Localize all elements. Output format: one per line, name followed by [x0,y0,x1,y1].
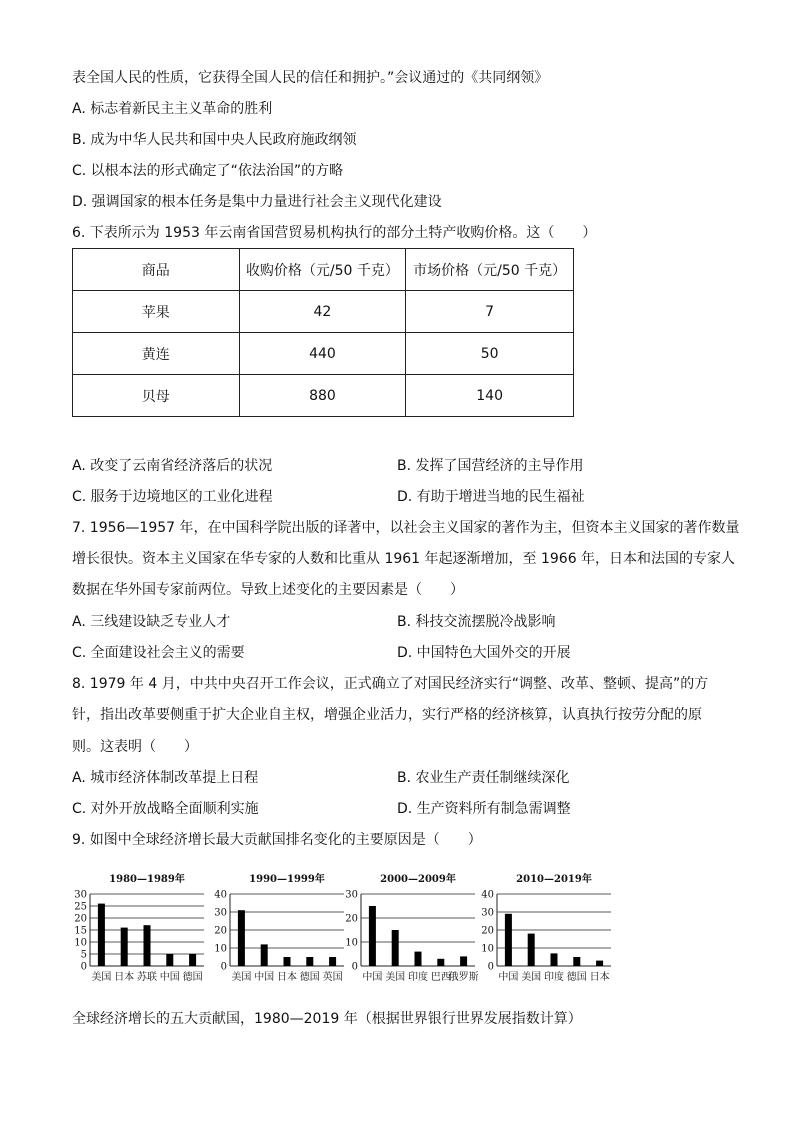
table-header-cell: 市场价格（元/50 千克） [406,249,574,291]
q9-stem: 9. 如图中全球经济增长最大贡献国排名变化的主要原因是（ ） [72,832,482,848]
bar [189,954,196,966]
q6-option-c: C. 服务于边境地区的工业化进程 [72,489,273,505]
table-header-cell: 商品 [73,249,240,291]
table-row [73,375,574,417]
x-tick-label: 印度 [544,972,564,983]
x-tick-label: 日本 [277,972,297,983]
y-tick-label: 30 [481,907,494,919]
y-tick-label: 20 [345,913,358,925]
table-cell: 42 [239,291,406,333]
q6-option-b: B. 发挥了国营经济的主导作用 [397,458,584,474]
bar-chart-svg [212,870,352,990]
y-tick-label: 30 [74,889,87,901]
y-tick-label: 30 [345,889,358,901]
x-tick-label: 苏联 [137,972,157,983]
x-tick-label: 中国 [159,972,180,983]
bar [596,961,603,966]
q7-option-b: B. 科技交流摆脱冷战影响 [397,614,556,630]
bar-chart [72,870,212,994]
x-tick-label: 中国 [254,972,275,983]
bar-chart-svg [479,870,619,990]
y-tick-label: 25 [74,901,87,913]
q5-option-a: A. 标志着新民主主义革命的胜利 [72,101,273,117]
x-tick-label: 德国 [182,972,203,983]
table-cell: 140 [406,375,574,417]
chart-title: 1990—1999年 [249,874,325,885]
x-tick-label: 美国 [91,972,112,983]
table-header-row [73,249,574,291]
bar [528,934,535,966]
bar [98,904,105,966]
y-tick-label: 15 [74,925,87,937]
q5-option-d: D. 强调国家的根本任务是集中力量进行社会主义现代化建设 [72,194,442,210]
bar [392,930,399,966]
bar-chart-svg [343,870,483,990]
bar [415,952,422,966]
chart-title: 2000—2009年 [380,874,456,885]
y-tick-label: 40 [481,889,494,901]
x-tick-label: 中国 [362,972,383,983]
bar [369,906,376,966]
q7-stem-line-1: 7. 1956—1957 年，在中国科学院出版的译著中，以社会主义国家的著作为主，但资本主义国家的著作数量 [72,520,740,536]
bar [121,928,128,966]
x-tick-label: 中国 [498,972,519,983]
y-tick-label: 20 [214,925,227,937]
q6-option-a: A. 改变了云南省经济落后的状况 [72,458,273,474]
price-table [72,248,574,417]
y-tick-label: 0 [351,961,358,973]
bar-chart-svg [72,870,212,990]
q8-stem-line-1: 8. 1979 年 4 月，中共中央召开工作会议，正式确立了对国民经济实行“调整、改革、整顿、提高”的方 [72,676,709,692]
table-cell: 440 [239,333,406,375]
bar [166,954,173,966]
x-tick-label: 美国 [521,972,542,983]
bar-chart [343,870,483,994]
y-tick-label: 10 [481,943,494,955]
bar [551,953,558,966]
q8-stem-line-2: 针，指出改革要侧重于扩大企业自主权，增强企业活力，实行严格的经济核算，认真执行按劳分配的原 [72,707,702,723]
bar [238,910,245,966]
x-tick-label: 俄罗斯 [448,972,479,983]
q7-option-c: C. 全面建设社会主义的需要 [72,645,245,661]
y-tick-label: 40 [214,889,227,901]
bar [144,925,151,966]
q7-option-a: A. 三线建设缺乏专业人才 [72,614,231,630]
y-tick-label: 0 [80,961,87,973]
x-tick-label: 印度 [408,972,428,983]
chart-title: 1980—1989年 [109,874,185,885]
q7-stem-line-2: 增长很快。资本主义国家在华专家的人数和比重从 1961 年起逐渐增加，至 1966 年，日本和法国的专家人 [72,551,736,567]
x-tick-label: 美国 [231,972,252,983]
table-row [73,291,574,333]
q5-stem-tail: 表全国人民的性质，它获得全国人民的信任和拥护。”会议通过的《共同纲领》 [72,70,549,86]
y-tick-label: 20 [481,925,494,937]
q5-option-c: C. 以根本法的形式确定了“依法治国”的方略 [72,163,344,179]
q6-option-d: D. 有助于增进当地的民生福祉 [397,489,585,505]
q7-stem-line-3: 数据在华外国专家前两位。导致上述变化的主要因素是（ ） [72,582,464,598]
table-cell: 880 [239,375,406,417]
y-tick-label: 10 [345,937,358,949]
q8-option-b: B. 农业生产责任制继续深化 [397,770,570,786]
bar-chart [479,870,619,994]
bar [437,959,444,966]
q8-option-c: C. 对外开放战略全面顺利实施 [72,801,259,817]
bar [306,957,313,966]
bar [284,957,291,966]
table-cell: 苹果 [73,291,240,333]
bar [261,944,268,966]
q8-option-d: D. 生产资料所有制急需调整 [397,801,571,817]
table-header-cell: 收购价格（元/50 千克） [239,249,406,291]
table-cell: 黄连 [73,333,240,375]
y-tick-label: 10 [74,937,87,949]
bar [460,956,467,966]
x-tick-label: 日本 [114,972,135,983]
y-tick-label: 0 [487,961,494,973]
q6-stem: 6. 下表所示为 1953 年云南省国营贸易机构执行的部分土特产收购价格。这（ ） [72,225,597,241]
table-cell: 7 [406,291,574,333]
y-tick-label: 30 [214,907,227,919]
x-tick-label: 巴西 [430,972,451,983]
y-tick-label: 0 [220,961,227,973]
q7-option-d: D. 中国特色大国外交的开展 [397,645,571,661]
table-cell: 贝母 [73,375,240,417]
x-tick-label: 德国 [299,972,320,983]
table-cell: 50 [406,333,574,375]
bar [573,957,580,966]
y-tick-label: 20 [74,913,87,925]
q8-option-a: A. 城市经济体制改革提上日程 [72,770,259,786]
q8-stem-line-3: 则。这表明（ ） [72,739,198,755]
y-tick-label: 5 [80,949,87,961]
bar [505,914,512,966]
y-tick-label: 10 [214,943,227,955]
chart-title: 2010—2019年 [516,874,592,885]
chart-caption: 全球经济增长的五大贡献国，1980—2019 年（根据世界银行世界发展指数计算） [72,1011,582,1027]
bar [329,957,336,966]
table-row [73,333,574,375]
bar-chart [212,870,352,994]
x-tick-label: 德国 [566,972,587,983]
x-tick-label: 美国 [385,972,406,983]
q5-option-b: B. 成为中华人民共和国中央人民政府施政纲领 [72,132,357,148]
x-tick-label: 英国 [322,972,343,983]
x-tick-label: 日本 [589,972,610,983]
